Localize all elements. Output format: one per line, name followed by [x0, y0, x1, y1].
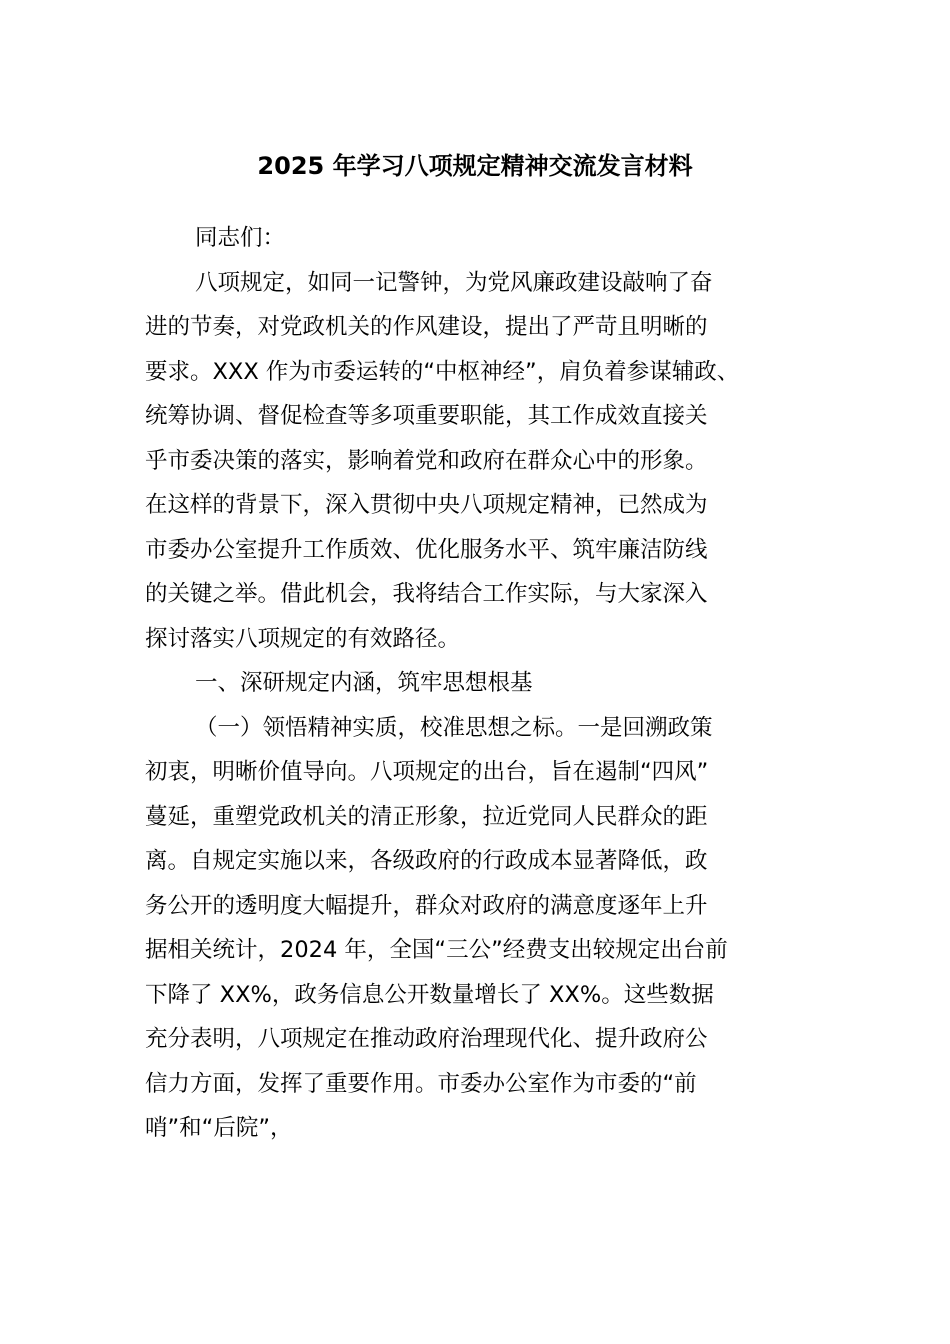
paragraph-line: 蔓延，重塑党政机关的清正形象，拉近党同人民群众的距	[145, 803, 708, 830]
paragraph-line: 务公开的透明度大幅提升，群众对政府的满意度逐年上升	[145, 892, 708, 919]
paragraph-line: 据相关统计，2024 年，全国“三公”经费支出较规定出台前	[145, 937, 728, 963]
paragraph-line: 八项规定，如同一记警钟，为党风廉政建设敲响了奋	[195, 269, 713, 296]
paragraph-line: 市委办公室提升工作质效、优化服务水平、筑牢廉洁防线	[145, 536, 708, 563]
paragraph-line: 充分表明，八项规定在推动政府治理现代化、提升政府公	[145, 1026, 708, 1052]
section-heading: 一、深研规定内涵，筑牢思想根基	[195, 670, 533, 696]
paragraph-line: 初衷，明晰价值导向。八项规定的出台，旨在遏制“四风”	[145, 759, 709, 785]
title-text: 年学习八项规定精神交流发言材料	[324, 152, 693, 180]
document-title	[0, 148, 950, 184]
paragraph-line: 哨”和“后院”，	[145, 1115, 293, 1141]
paragraph-line: 进的节奏，对党政机关的作风建设，提出了严苛且明晰的	[145, 314, 708, 340]
document-body	[145, 216, 825, 1151]
paragraph-line: 的关键之举。借此机会，我将结合工作实际，与大家深入	[145, 581, 708, 607]
paragraph-line: 乎市委决策的落实，影响着党和政府在群众心中的形象。	[145, 447, 708, 474]
paragraph-line: 下降了 XX%，政务信息公开数量增长了 XX%。这些数据	[145, 981, 714, 1008]
title-year: 2025	[257, 152, 325, 180]
paragraph-line: 要求。XXX 作为市委运转的“中枢神经”，肩负着参谋辅政、	[145, 358, 740, 385]
paragraph-line: 离。自规定实施以来，各级政府的行政成本显著降低，政	[145, 848, 708, 874]
paragraph-line: 统筹协调、督促检查等多项重要职能，其工作成效直接关	[145, 403, 708, 429]
paragraph-line: 探讨落实八项规定的有效路径。	[145, 625, 461, 652]
paragraph-line: （一）领悟精神实质，校准思想之标。一是回溯政策	[195, 714, 713, 741]
salutation: 同志们：	[195, 225, 286, 251]
paragraph-line: 在这样的背景下，深入贯彻中央八项规定精神，已然成为	[145, 492, 708, 518]
paragraph-line: 信力方面，发挥了重要作用。市委办公室作为市委的“前	[145, 1070, 697, 1097]
